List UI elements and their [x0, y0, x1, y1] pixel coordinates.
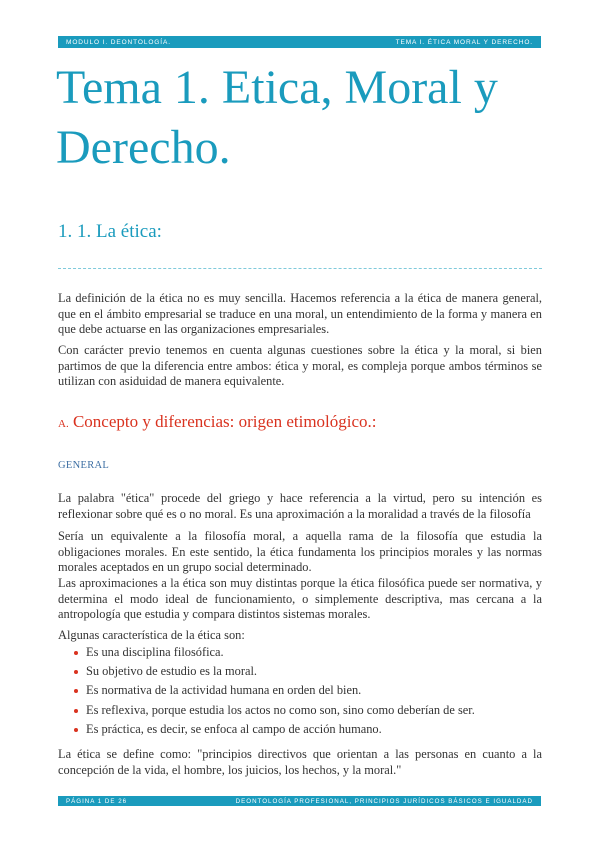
list-item: Es normativa de la actividad humana en orden del bien. [74, 683, 534, 699]
bullet-dot-icon [74, 689, 78, 693]
page-title: Tema 1. Etica, Moral y Derecho. [56, 61, 498, 174]
bullet-dot-icon [74, 709, 78, 713]
body-paragraph-4: Algunas característica de la ética son: [58, 628, 245, 642]
characteristics-list [74, 645, 534, 741]
list-item: Su objetivo de estudio es la moral. [74, 664, 534, 680]
closing-paragraph: La ética se define como: "principios directivos que orientan a las personas en cuanto a la concepción de la vida, el hombre, los juicios, los hechos, y la moral." [58, 747, 542, 777]
general-label: GENERAL [58, 460, 110, 471]
intro-paragraph-1: La definición de la ética no es muy sencilla. Hacemos referencia a la ética de manera general, que en el ámbito empresarial se traduce en una moral, un entendimiento de la forma y manera en que debe actuarse en las organizaciones empresariales. [58, 291, 542, 337]
header-module-label: MODULO I. DEONTOLOGÍA. [66, 38, 171, 46]
page-number: PÁGINA 1 DE 26 [66, 797, 128, 805]
body-paragraph-1: La palabra "ética" procede del griego y hace referencia a la virtud, pero su intención es reflexionar sobre qué es o no moral. Es una aproximación a la moralidad a través de la filosofía [58, 491, 542, 521]
intro-paragraph-2: Con carácter previo tenemos en cuenta algunas cuestiones sobre la ética y la moral, si bien partimos de que la diferencia entre ambos: ética y moral, es compleja porque ambos términos se utilizan con asiduidad de manera equivalente. [58, 343, 542, 389]
subsection-heading [58, 412, 377, 432]
list-item: Es reflexiva, porque estudia los actos no como son, sino como deberían de ser. [74, 703, 534, 719]
list-item: Es práctica, es decir, se enfoca al campo de acción humano. [74, 722, 534, 738]
subsection-title: Concepto y diferencias: origen etimológico.: [72, 412, 377, 431]
footer-course-title: DEONTOLOGÍA PROFESIONAL, PRINCIPIOS JURÍDICOS BÁSICOS E IGUALDAD [235, 797, 533, 805]
header-topic-label: TEMA I. ÉTICA MORAL Y DERECHO. [395, 38, 533, 46]
bullet-dot-icon [74, 651, 78, 655]
body-paragraph-3: Las aproximaciones a la ética son muy distintas porque la ética filosófica puede ser normativa, y determina el modo ideal de funcionamiento, o simplemente descriptiva, mas cercana a la antropología que estudia y compara distintos sistemas morales. [58, 576, 542, 622]
page-footer [58, 796, 541, 806]
section-divider [58, 268, 542, 269]
page-header [58, 36, 541, 48]
body-paragraph-2: Sería un equivalente a la filosofía moral, a aquella rama de la filosofía que estudia la obligaciones morales. En este sentido, la ética fundamenta los principios morales y las normas morales aceptados en un grupo social determinado. [58, 529, 542, 575]
subsection-prefix: A. [58, 418, 69, 430]
section-heading: 1. 1. La ética: [58, 221, 162, 242]
list-item: Es una disciplina filosófica. [74, 645, 534, 661]
bullet-dot-icon [74, 670, 78, 674]
bullet-dot-icon [74, 728, 78, 732]
